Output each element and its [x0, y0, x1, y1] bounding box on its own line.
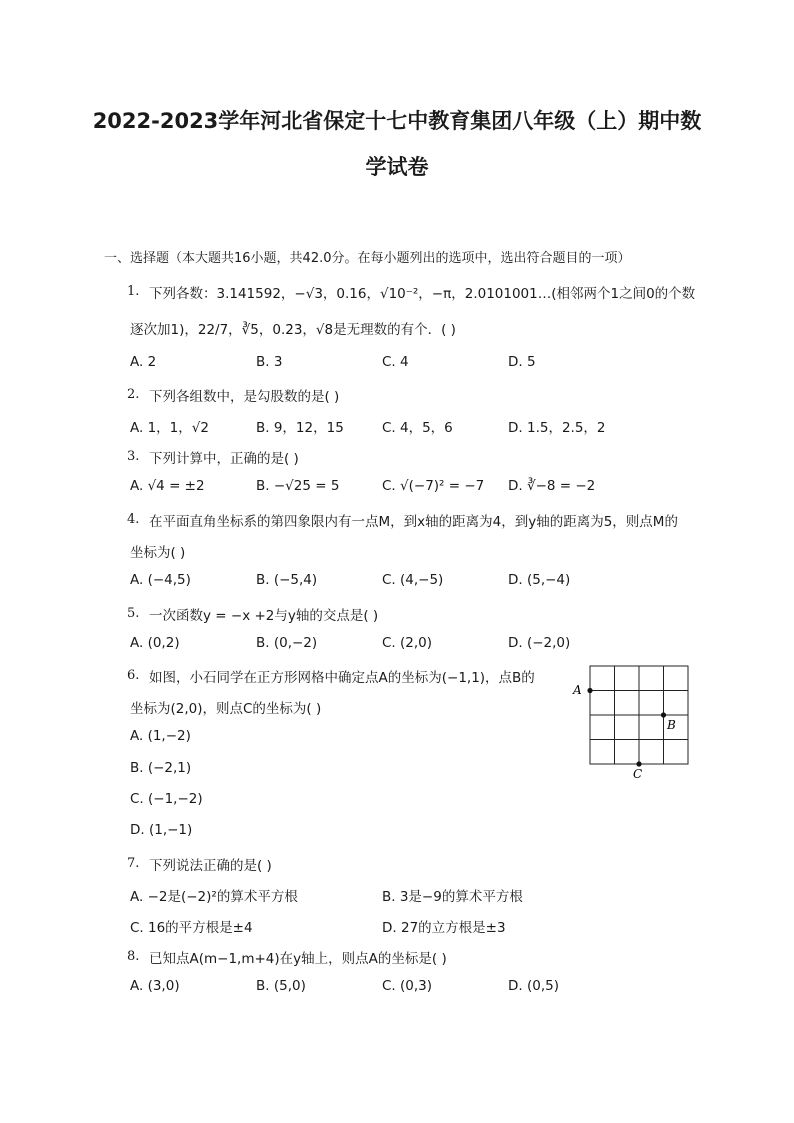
option-a: A. (−4,5) [130, 572, 191, 588]
option-c: C. 16的平方根是±4 [130, 920, 253, 936]
question-number: 5. [127, 606, 140, 621]
question-number: 6. [127, 668, 140, 683]
point-a [587, 688, 592, 693]
option-b: B. 9，12，15 [256, 420, 344, 436]
question-number: 3. [127, 449, 140, 464]
option-d: D. (0,5) [508, 978, 559, 994]
exam-title-line2: 学试卷 [365, 155, 429, 179]
question-text: 下列计算中，正确的是( ) [149, 451, 299, 467]
option-a: A. √4 = ±2 [130, 478, 205, 494]
question-text: 下列各数：3.141592，−√3，0.16，√10⁻²，−π，2.0101001…(相邻两个1之间0的个数 [149, 286, 696, 302]
question-text: 一次函数y = −x +2与y轴的交点是( ) [149, 608, 379, 624]
label-c: C [633, 767, 643, 781]
option-d: D. (5,−4) [508, 572, 571, 588]
point-c [636, 761, 641, 766]
option-c: C. (2,0) [382, 635, 433, 651]
question-text: 下列各组数中，是勾股数的是( ) [149, 389, 340, 405]
grid-lines [590, 666, 688, 764]
label-b: B [667, 718, 676, 732]
question-text: 下列说法正确的是( ) [149, 858, 272, 874]
option-a: A. −2是(−2)²的算术平方根 [130, 889, 298, 905]
section-heading: 一、选择题（本大题共16小题，共42.0分。在每小题列出的选项中，选出符合题目的一项） [104, 251, 631, 266]
option-b: B. (5,0) [256, 978, 306, 994]
option-d: D. ∛−8 = −2 [508, 478, 596, 494]
question-text: 在平面直角坐标系的第四象限内有一点M，到x轴的距离为4，到y轴的距离为5，则点M的 [149, 514, 678, 530]
label-a: A [573, 683, 582, 697]
option-c: C. 4，5，6 [382, 420, 453, 436]
option-a: A. 1，1，√2 [130, 420, 209, 436]
option-c: C. 4 [382, 354, 409, 370]
option-b: B. 3 [256, 354, 283, 370]
exam-title-line1: 2022-2023学年河北省保定十七中教育集团八年级（上）期中数 [92, 109, 702, 133]
exam-title [80, 98, 714, 190]
option-b: B. −√25 = 5 [256, 478, 340, 494]
option-d: D. (−2,0) [508, 635, 571, 651]
question-number: 4. [127, 512, 140, 527]
question-text: 已知点A(m−1,m+4)在y轴上，则点A的坐标是( ) [149, 951, 447, 967]
grid-figure [570, 662, 700, 782]
grid-svg [570, 662, 700, 782]
question-number: 8. [127, 949, 140, 964]
option-c: C. (0,3) [382, 978, 433, 994]
option-d: D. 5 [508, 354, 536, 370]
question-number: 1. [127, 284, 140, 299]
question-text: 如图，小石同学在正方形网格中确定点A的坐标为(−1,1)，点B的 [149, 670, 535, 686]
option-b: B. (0,−2) [256, 635, 318, 651]
option-a: A. (3,0) [130, 978, 180, 994]
option-b: B. 3是−9的算术平方根 [382, 889, 523, 905]
option-b: B. (−5,4) [256, 572, 318, 588]
option-a: A. (1,−2) [130, 728, 191, 744]
question-number: 2. [127, 387, 140, 402]
question-text: 坐标为( ) [130, 545, 186, 561]
point-b [661, 712, 666, 717]
option-b: B. (−2,1) [130, 760, 192, 776]
question-number: 7. [127, 856, 140, 871]
option-d: D. (1,−1) [130, 822, 193, 838]
option-c: C. (4,−5) [382, 572, 444, 588]
option-c: C. (−1,−2) [130, 791, 203, 807]
option-d: D. 1.5，2.5，2 [508, 420, 606, 436]
question-text: 逐次加1)，22/7，∛5，0.2̇3̇，√8是无理数的有个．( ) [130, 322, 456, 338]
option-d: D. 27的立方根是±3 [382, 920, 506, 936]
option-a: A. (0,2) [130, 635, 180, 651]
option-c: C. √(−7)² = −7 [382, 478, 485, 494]
question-text: 坐标为(2,0)，则点C的坐标为( ) [130, 701, 322, 717]
option-a: A. 2 [130, 354, 157, 370]
